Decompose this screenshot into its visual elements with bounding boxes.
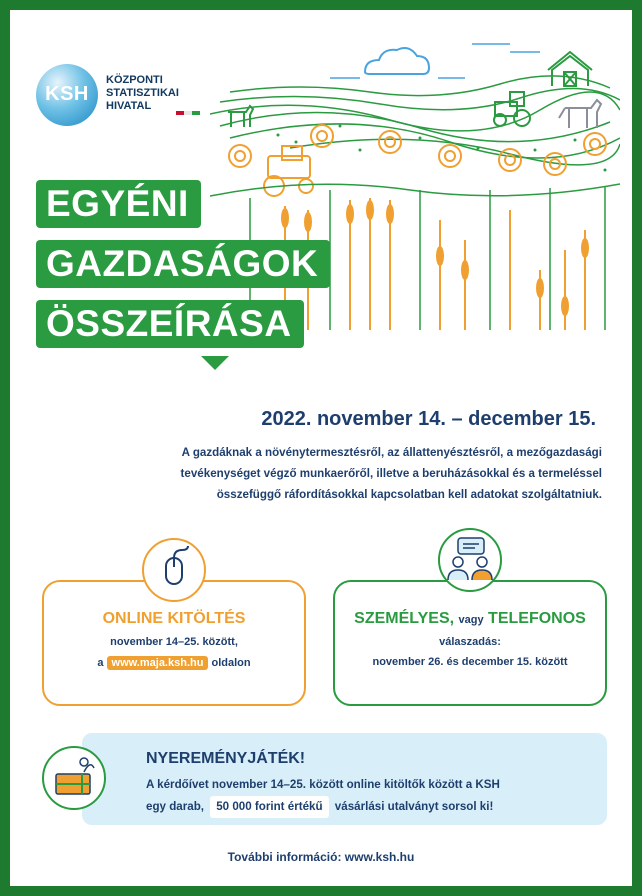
barn-icon — [548, 52, 592, 86]
title-line-3: ÖSSZEÍRÁSA — [36, 300, 304, 348]
prize-line-2 — [146, 796, 500, 818]
voucher-icon — [42, 746, 106, 810]
intro-line-3: összefüggő ráfordításokkal kapcsolatban kell adatokat szolgáltatniuk. — [216, 488, 602, 501]
hungarian-flag-icon — [176, 102, 202, 106]
cloud-icon — [365, 48, 429, 74]
logo-line-1: KÖZPONTI — [106, 74, 163, 86]
intro-line-1: A gazdáknak a növénytermesztésről, az állattenyésztésről, a mezőgazdasági — [181, 446, 602, 459]
prize-line-1: A kérdőívet november 14–25. között online kitöltők között a KSH — [146, 778, 500, 791]
tractor-icon — [494, 92, 530, 126]
online-heading: ONLINE KITÖLTÉS — [102, 610, 246, 627]
personal-heading-b: TELEFONOS — [488, 610, 586, 627]
logo-line-3: HIVATAL — [106, 100, 152, 112]
online-prefix: a — [97, 657, 104, 669]
personal-heading-mid: vagy — [458, 614, 484, 626]
personal-line-2: november 26. és december 15. között — [372, 656, 568, 668]
title-speech-tail — [201, 356, 229, 370]
prize-box — [82, 733, 607, 825]
online-suffix: oldalon — [211, 657, 251, 669]
personal-line-1: válaszadás: — [439, 636, 501, 648]
ksh-logo — [36, 64, 216, 134]
tractor-icon — [264, 146, 313, 196]
poster — [10, 10, 632, 886]
logo-line-2: STATISZTIKAI — [106, 87, 179, 99]
intro-line-2: tevékenységet végző munkaerőről, illetve a beruházásokkal és a termeléssel — [180, 467, 602, 480]
logo-wordmark — [106, 74, 179, 113]
footer-info: További információ: www.ksh.hu — [227, 850, 415, 864]
personal-heading-a: SZEMÉLYES, — [354, 610, 455, 627]
online-link-line — [44, 656, 304, 670]
prize-value-badge: 50 000 forint értékű — [210, 796, 328, 818]
horse-icon — [559, 100, 601, 128]
prize-line-2-suffix: vásárlási utalványt sorsol ki! — [334, 800, 494, 813]
prize-text — [146, 774, 500, 818]
maja-link[interactable]: www.maja.ksh.hu — [107, 656, 209, 670]
title-line-2: GAZDASÁGOK — [36, 240, 330, 288]
intro-text — [50, 442, 602, 505]
online-line-1: november 14–25. között, — [110, 636, 238, 648]
logo-abbrev: KSH — [45, 83, 89, 105]
prize-title: NYEREMÉNYJÁTÉK! — [146, 750, 306, 767]
personal-box — [333, 580, 607, 706]
prize-line-2-prefix: egy darab, — [146, 800, 204, 813]
interview-icon — [438, 528, 502, 592]
personal-heading — [335, 610, 605, 628]
mouse-icon — [142, 538, 206, 602]
title-line-1: EGYÉNI — [36, 180, 201, 228]
survey-date-range: 2022. november 14. – december 15. — [261, 408, 596, 430]
